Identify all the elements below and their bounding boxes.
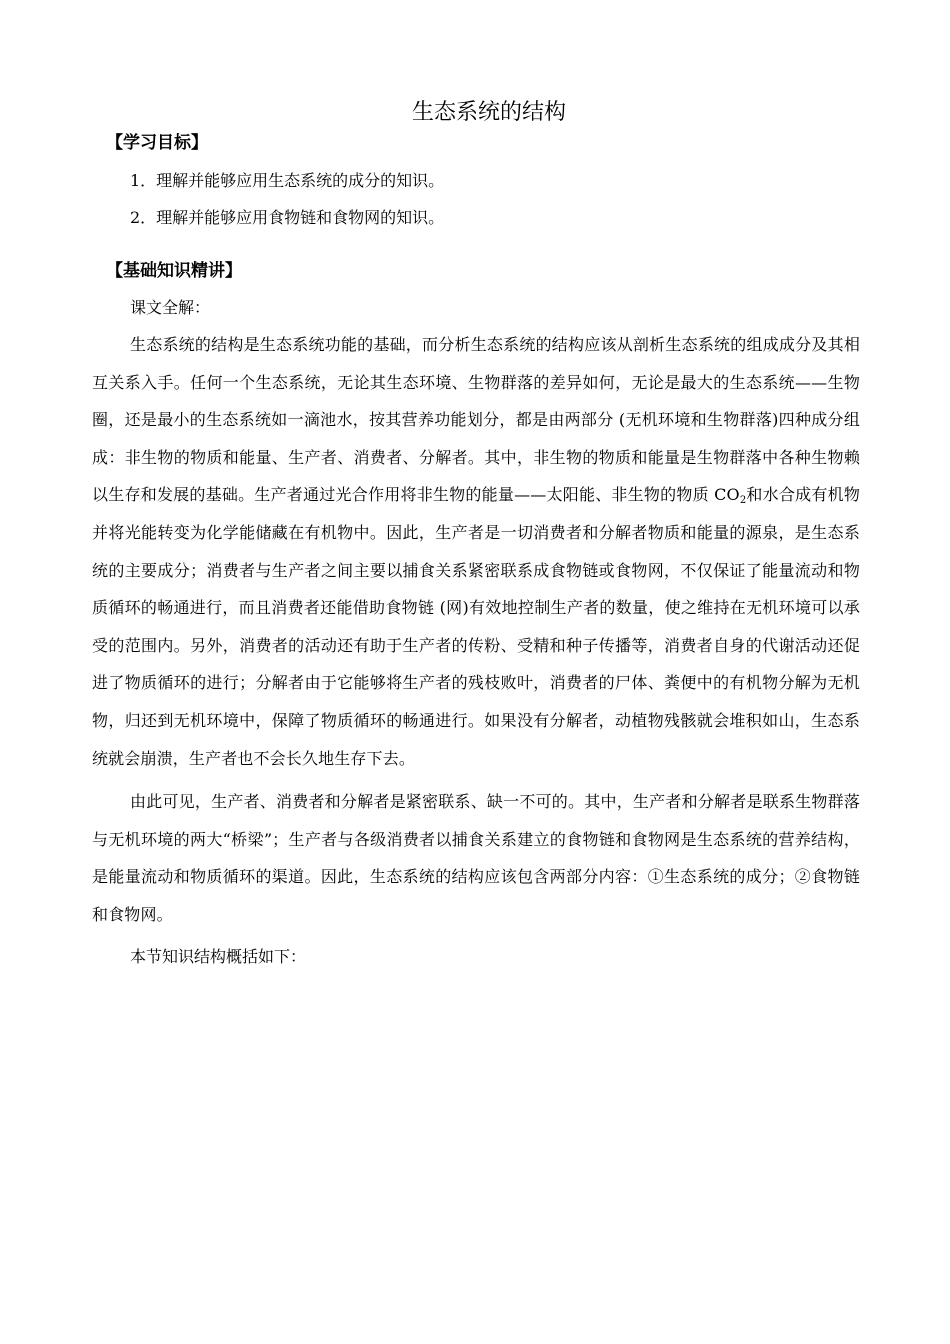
lead-text: 课文全解： bbox=[130, 298, 211, 317]
objectives-heading: 【学习目标】 bbox=[106, 133, 208, 153]
paragraph-text: 和水合成有机物并将光能转变为化学能储藏在有机物中。因此，生产者是一切消费者和分解者物质和能量的源泉，是生态系统的主要成分；消费者与生产者之间主要以捕食关系紧密联系成食物链或食物网，不仅保证了能量流动和物质循环的畅通进行，而且消费者还能借助食物链 (网)有效地控制生产者的数量，使之维持在无机环境可以承受的范围内。另外，消费者的活动还有助于生产者的传粉、受精和种子传播等，消费者自身的代谢活动还促进了物质循环的进行；分解者由于它能够将生产者的残枝败叶，消费者的尸体、粪便中的有机物分解为无机物，归还到无机环境中，保障了物质循环的畅通进行。如果没有分解者，动植物残骸就会堆积如山，生态系统就会崩溃，生产者也不会长久地生存下去。 bbox=[92, 485, 860, 768]
document-title: 生态系统的结构 bbox=[411, 100, 566, 125]
body-paragraph: 由此可见，生产者、消费者和分解者是紧密联系、缺一不可的。其中，生产者和分解者是联系生物群落与无机环境的两大“桥梁”；生产者与各级消费者以捕食关系建立的食物链和食物网是生态系统的营养结构，是能量流动和物质循环的渠道。因此，生态系统的结构应该包含两部分内容：①生态系统的成分；②食物链和食物网。 bbox=[92, 792, 860, 924]
document-page bbox=[92, 96, 860, 975]
body-paragraph bbox=[92, 326, 860, 777]
basics-heading: 【基础知识精讲】 bbox=[106, 261, 242, 281]
objective-item: 2．理解并能够应用食物链和食物网的知识。 bbox=[130, 208, 445, 227]
paragraph-text: 生态系统的结构是生态系统功能的基础，而分析生态系统的结构应该从剖析生态系统的组成成分及其相互关系入手。任何一个生态系统，无论其生态环境、生物群落的差异如何，无论是最大的生态系统——生物圈，还是最小的生态系统如一滴池水，按其营养功能划分，都是由两部分 (无机环境和生物群落)四种成分组成：非生物的物质和能量、生产者、消费者、分解者。其中，非生物的物质和能量是生物群落中各种生物赖以生存和发展的基础。生产者通过光合作用将非生物的能量——太阳能、非生物的物质 CO bbox=[92, 335, 860, 505]
objective-item: 1．理解并能够应用生态系统的成分的知识。 bbox=[130, 171, 445, 190]
summary-text: 本节知识结构概括如下： bbox=[130, 946, 307, 966]
subscript-text: 2 bbox=[739, 495, 747, 507]
